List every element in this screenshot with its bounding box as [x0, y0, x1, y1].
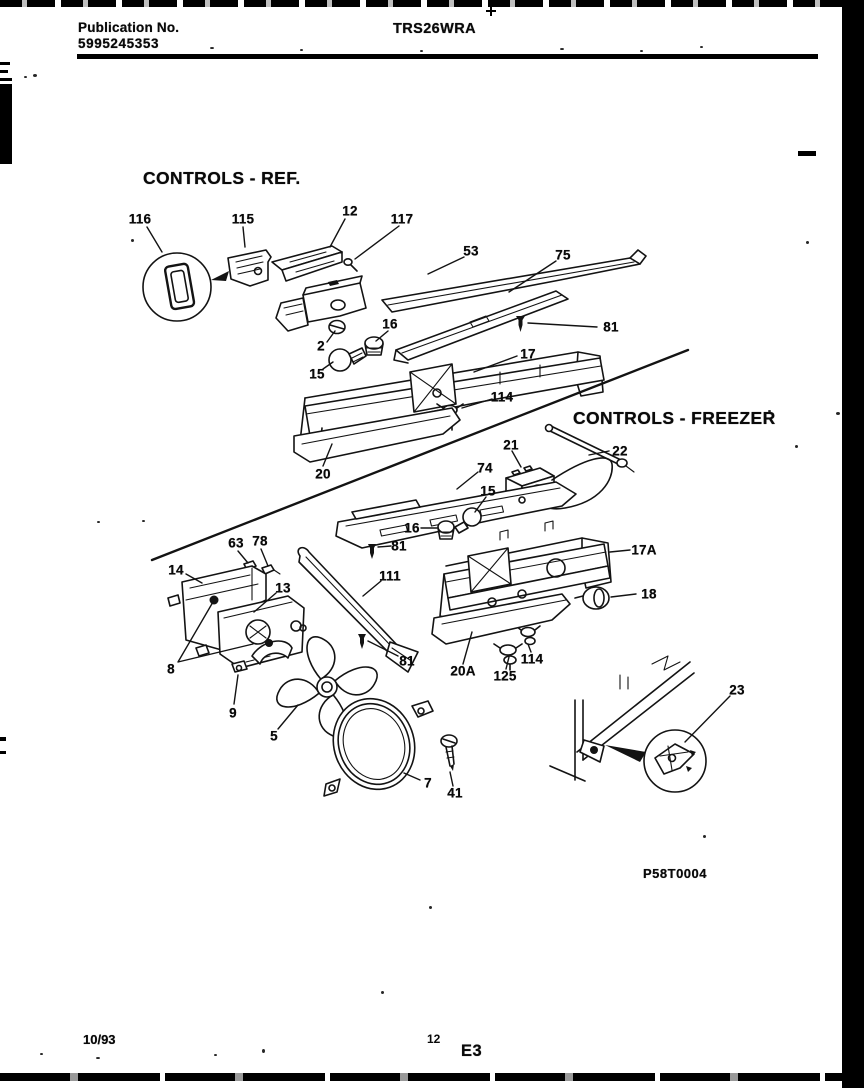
footer-page-number: 12: [427, 1032, 441, 1046]
part-callout-12-2: 12: [342, 203, 358, 219]
part-callout-114-31: 114: [520, 651, 544, 667]
section-title-controls-freezer: CONTROLS - FREEZER: [573, 408, 776, 428]
part-116-gasket-detail: [143, 253, 229, 321]
part-callout-22-14: 22: [612, 443, 628, 459]
part-callout-115-1: 115: [231, 211, 255, 227]
part-callout-41-34: 41: [447, 785, 463, 801]
part-callout-116-0: 116: [128, 211, 152, 227]
model-number: TRS26WRA: [393, 21, 476, 37]
part-callout-81-6: 81: [603, 319, 619, 335]
part-74-panel: [336, 482, 576, 548]
part-callout-17-10: 17: [520, 346, 536, 362]
part-callout-81-18: 81: [391, 538, 407, 554]
part-125-wingscrew: [494, 644, 522, 670]
part-23-cabinet-detail: [550, 656, 706, 792]
publication-number: 5995245353: [78, 36, 160, 51]
part-callout-15-16: 15: [480, 483, 496, 499]
part-callout-53-4: 53: [463, 243, 479, 259]
part-114-wingscrew-freezer: [516, 626, 540, 645]
part-16-socket-freezer: [438, 521, 454, 539]
part-callout-20A-29: 20A: [450, 663, 476, 679]
part-callout-111-23: 111: [379, 568, 401, 584]
part-callout-117-3: 117: [390, 211, 414, 227]
part-53-rail: [382, 247, 646, 312]
part-callout-16-17: 16: [404, 520, 420, 536]
part-callout-114-11: 114: [490, 389, 514, 405]
part-callout-23-35: 23: [729, 682, 745, 698]
footer-date: 10/93: [83, 1032, 116, 1047]
part-18-knob: [575, 587, 609, 609]
part-callout-2-7: 2: [317, 338, 325, 354]
part-callout-81-28: 81: [399, 653, 415, 669]
part-callout-74-15: 74: [477, 460, 493, 476]
part-9-grommet: [232, 661, 247, 672]
section-title-controls-ref: CONTROLS - REF.: [143, 168, 301, 188]
part-81-screw-freezer-upper: [368, 544, 376, 559]
part-81-screw-freezer-lower: [358, 634, 366, 649]
part-callout-16-8: 16: [382, 316, 398, 332]
part-callout-8-26: 8: [167, 661, 175, 677]
part-callout-13-22: 13: [275, 580, 291, 596]
part-callout-75-5: 75: [555, 247, 571, 263]
part-callout-9-27: 9: [229, 705, 237, 721]
part-callout-18-25: 18: [641, 586, 657, 602]
diagram-code: P58T0004: [643, 866, 707, 881]
part-callout-14-21: 14: [168, 562, 184, 578]
part-2-screw: [329, 321, 345, 334]
part-callout-20-12: 20: [315, 466, 331, 482]
part-callout-15-9: 15: [309, 366, 325, 382]
publication-label: Publication No.: [78, 20, 180, 35]
part-callout-125-30: 125: [493, 668, 517, 684]
part-115-bracket: [228, 250, 271, 286]
part-15-bulb-ref: [329, 348, 366, 371]
part-callout-63-19: 63: [228, 535, 244, 551]
footer-section-code: E3: [461, 1042, 483, 1060]
part-callout-17A-24: 17A: [631, 542, 657, 558]
part-callout-21-13: 21: [503, 437, 519, 453]
part-callout-7-33: 7: [424, 775, 432, 791]
part-callout-78-20: 78: [252, 533, 268, 549]
part-41-screw: [441, 735, 457, 771]
part-12-damper-assembly: [272, 246, 366, 331]
part-callout-5-32: 5: [270, 728, 278, 744]
part-16-socket-ref: [365, 337, 383, 355]
